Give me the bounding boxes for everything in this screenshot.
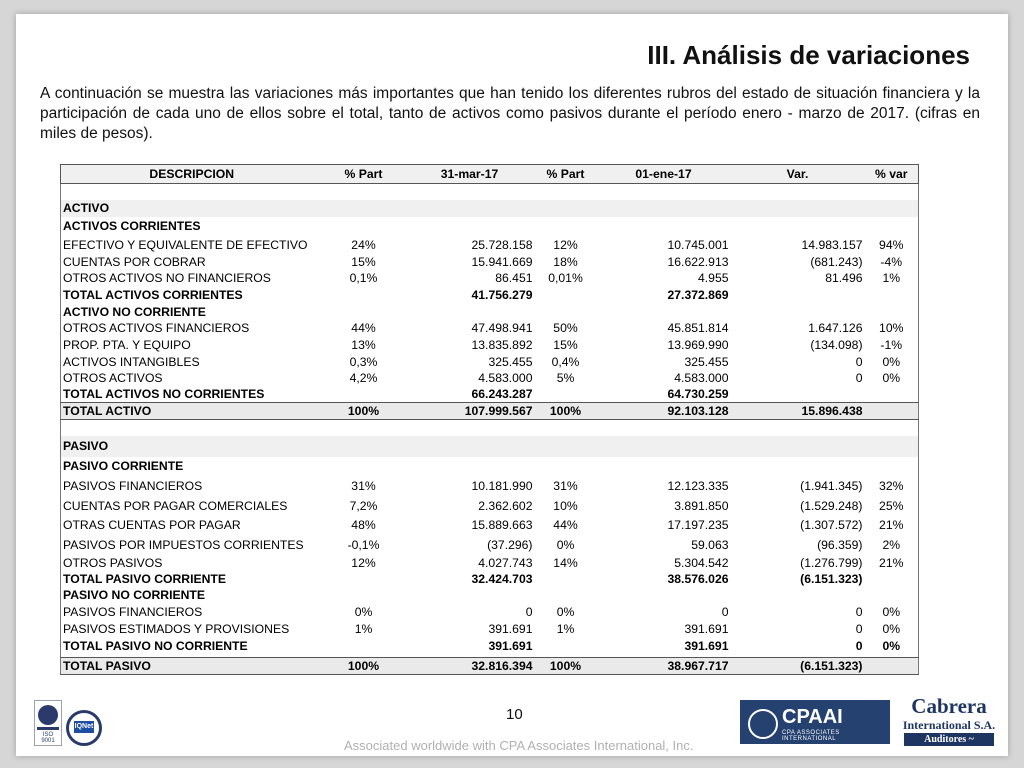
cell-description: PASIVOS POR IMPUESTOS CORRIENTES [63,537,304,552]
cell-pct-var: 0% [882,354,901,369]
cell-variation [731,457,865,476]
cell-value-31-mar-17: 32.424.703 [471,571,533,586]
cell-pct-var: 0% [882,371,901,385]
cell-variation: (1.307.572) [800,518,863,532]
cell-value-31-mar-17: 86.451 [495,271,533,285]
cell-value-31-mar-17: 15.889.663 [471,518,533,532]
page-number: 10 [506,706,523,723]
cell-value-31-mar-17 [405,587,535,604]
cell-variation: 0 [855,605,863,619]
table-row [61,604,919,621]
variations-table [60,164,919,675]
cell-description: TOTAL PASIVO CORRIENTE [63,571,226,586]
cpaai-logo-name: CPAAI [782,706,843,728]
table-row [61,658,919,675]
cell-value-01-ene-17: 5.304.542 [674,555,729,570]
table-header-row [61,165,919,184]
cell-pct-var: 0% [882,638,901,653]
cell-part-ene: 1% [556,622,575,636]
cell-value-01-ene-17: 59.063 [691,537,729,552]
cell-variation [731,200,865,217]
cell-value-31-mar-17: 41.756.279 [471,288,533,302]
cell-part-ene [535,587,597,604]
table-row [61,200,919,217]
cell-part-ene: 31% [553,478,578,493]
cell-part-ene: 18% [553,254,578,269]
cell-part-ene [535,387,597,403]
cell-part-ene: 0% [556,537,575,552]
iso-certification-logo [34,700,62,746]
cell-variation: (6.151.323) [731,658,865,675]
cell-part-mar: 7,2% [349,498,378,513]
cell-value-01-ene-17: 38.576.026 [667,571,729,586]
header-01-ene-17: 01-ene-17 [597,165,731,184]
header-var: Var. [731,165,865,184]
cell-value-01-ene-17 [597,420,731,436]
cell-value-31-mar-17 [405,436,535,457]
cell-description: CUENTAS POR PAGAR COMERCIALES [63,498,288,513]
cell-part-mar [323,304,405,320]
cpaai-logo [740,700,890,744]
cell-value-01-ene-17: 0 [721,605,729,619]
cell-value-31-mar-17: 10.181.990 [471,478,533,493]
cell-value-01-ene-17 [597,587,731,604]
cell-variation: (1.276.799) [800,555,863,570]
cell-value-01-ene-17: 325.455 [684,354,729,369]
cell-part-mar [323,217,405,236]
cell-value-01-ene-17: 17.197.235 [667,518,729,532]
cell-description: PASIVOS FINANCIEROS [63,478,203,493]
cell-part-ene: 50% [553,321,578,335]
cell-value-31-mar-17 [405,457,535,476]
cell-value-01-ene-17: 13.969.990 [667,338,729,352]
cell-pct-var [865,403,919,420]
cell-value-01-ene-17: 27.372.869 [667,288,729,302]
cell-value-31-mar-17: 66.243.287 [471,387,533,402]
cell-description: OTROS ACTIVOS FINANCIEROS [63,321,250,335]
slide-title: III. Análisis de variaciones [647,40,970,70]
table-row [61,516,919,535]
table-row [61,217,919,236]
table-row [61,287,919,304]
cell-part-ene: 100% [535,658,597,675]
cell-description: ACTIVOS CORRIENTES [63,219,201,233]
cell-part-mar: 0% [354,605,373,619]
cell-value-31-mar-17: 4.583.000 [478,371,533,385]
cell-description: PASIVO CORRIENTE [63,459,184,473]
cell-part-mar: 100% [323,403,405,420]
cell-description: OTROS PASIVOS [63,555,163,570]
cell-value-01-ene-17: 3.891.850 [674,498,729,513]
header-31-mar-17: 31-mar-17 [405,165,535,184]
table-row [61,337,919,354]
cell-part-mar: 100% [323,658,405,675]
cell-part-mar [323,571,405,587]
cell-pct-var: 2% [882,537,901,552]
cell-part-ene [535,217,597,236]
cell-description: PASIVO [61,436,323,457]
table-row [61,370,919,387]
cell-variation: (1.941.345) [800,478,863,493]
cell-value-01-ene-17: 10.745.001 [667,237,729,252]
cell-part-mar [323,287,405,304]
cell-value-31-mar-17: 0 [525,605,533,619]
cell-part-ene [535,571,597,587]
cell-description: PASIVOS ESTIMADOS Y PROVISIONES [63,622,290,636]
table-row [61,496,919,516]
cell-value-01-ene-17 [597,184,731,200]
cell-part-mar: 1% [354,622,373,636]
table-row [61,555,919,571]
cell-part-ene [535,287,597,304]
iso-logo-text: ISO 9001 [41,732,55,744]
cell-part-mar: 15% [351,254,376,269]
cell-pct-var [865,436,919,457]
cell-variation: 0 [855,638,863,653]
cell-value-01-ene-17: 38.967.717 [597,658,731,675]
cell-description: EFECTIVO Y EQUIVALENTE DE EFECTIVO [63,237,308,252]
table-row [61,457,919,476]
cell-part-mar [323,638,405,654]
cell-value-31-mar-17: 2.362.602 [478,498,533,513]
table-row [61,535,919,555]
cabrera-logo [900,694,998,758]
cabrera-logo-line3: Auditores ~ Consultores [904,733,994,746]
cell-description [61,420,323,436]
cell-part-mar [323,387,405,403]
cell-value-31-mar-17: 32.816.394 [405,658,535,675]
cell-value-31-mar-17: 13.835.892 [471,338,533,352]
cell-description: PROP. PTA. Y EQUIPO [63,338,191,352]
cell-description: TOTAL ACTIVO [61,403,323,420]
cell-pct-var [865,184,919,200]
iqnet-logo-text: IQNet [74,721,94,733]
cell-pct-var: 25% [879,498,904,513]
cell-part-ene [535,638,597,654]
cell-variation: 1.647.126 [808,321,863,335]
table-row [61,320,919,337]
cell-value-31-mar-17 [405,304,535,320]
table-row [61,587,919,604]
cell-pct-var: 0% [882,605,901,619]
cell-value-31-mar-17: 391.691 [488,638,533,653]
cell-value-01-ene-17 [597,436,731,457]
cell-variation [731,587,865,604]
cell-pct-var [865,420,919,436]
table-row [61,184,919,200]
cell-variation [731,304,865,320]
cell-variation [731,287,865,304]
cell-value-01-ene-17 [597,217,731,236]
cell-value-01-ene-17: 4.955 [698,271,729,285]
table-row [61,254,919,270]
cell-variation: (681.243) [810,254,863,269]
cell-part-mar: 48% [351,518,376,532]
table-row [61,420,919,436]
cell-part-ene: 5% [556,371,575,385]
cell-part-ene [535,420,597,436]
cell-description: TOTAL ACTIVOS NO CORRIENTES [63,387,265,402]
cell-pct-var: 1% [882,271,901,285]
cell-part-mar: 44% [351,321,376,335]
cell-pct-var [865,658,919,675]
table-row [61,571,919,587]
iqnet-logo [66,710,102,746]
cell-part-ene [535,457,597,476]
cell-part-mar [323,457,405,476]
header-pct-var: % var [865,165,919,184]
cell-description: PASIVOS FINANCIEROS [63,605,203,619]
cell-pct-var [865,287,919,304]
table-row [61,354,919,370]
cell-description: ACTIVO [61,200,323,217]
cell-description: OTRAS CUENTAS POR PAGAR [63,518,241,532]
cell-variation: 14.983.157 [801,237,863,252]
cell-part-ene: 0% [556,605,575,619]
cell-pct-var [865,217,919,236]
table-row [61,403,919,420]
cell-value-01-ene-17: 12.123.335 [667,478,729,493]
cell-value-01-ene-17: 45.851.814 [667,321,729,335]
cell-part-mar: 4,2% [349,371,378,385]
cell-part-mar: 0,1% [349,271,378,285]
table-row [61,476,919,496]
cell-part-ene: 0,01% [548,271,583,285]
cell-part-ene [535,184,597,200]
cell-variation: (134.098) [810,338,863,352]
cell-value-01-ene-17: 4.583.000 [674,371,729,385]
intro-paragraph: A continuación se muestra las variaciones más importantes que han tenido los diferentes rubros del estado de situación financiera y la participación de cada uno de ellos sobre el total, tanto de activos como pasivos durante el período enero - marzo de 2017. (cifras en miles de pesos). [40,85,980,142]
cell-description: ACTIVOS INTANGIBLES [63,354,200,369]
table-row [61,387,919,403]
cell-value-31-mar-17: 107.999.567 [405,403,535,420]
cell-value-01-ene-17 [597,304,731,320]
cell-pct-var: 32% [879,478,904,493]
cell-part-ene [535,200,597,217]
cell-value-31-mar-17: 325.455 [488,354,533,369]
cell-value-31-mar-17: 25.728.158 [471,237,533,252]
cell-variation [731,436,865,457]
cell-part-ene: 14% [553,555,578,570]
footer-text: Associated worldwide with CPA Associates International, Inc. [344,738,694,753]
cell-value-31-mar-17: 4.027.743 [478,555,533,570]
cell-part-ene: 10% [553,498,578,513]
cell-part-mar [323,420,405,436]
cell-pct-var: 0% [882,622,901,636]
cell-pct-var: 21% [879,555,904,570]
cell-value-31-mar-17: 15.941.669 [471,254,533,269]
cell-description: ACTIVO NO CORRIENTE [63,304,206,319]
cell-value-31-mar-17 [405,184,535,200]
cell-value-01-ene-17: 391.691 [684,638,729,653]
cell-part-mar: 24% [351,237,376,252]
cell-part-ene [535,304,597,320]
cell-pct-var: -1% [880,338,903,352]
cell-pct-var: 10% [879,321,904,335]
cell-value-31-mar-17: 391.691 [488,622,533,636]
slide [16,14,1008,756]
cabrera-logo-line2: International S.A. [902,718,996,732]
cell-variation: 0 [855,354,863,369]
cell-value-01-ene-17: 92.103.128 [597,403,731,420]
cell-variation [731,420,865,436]
cell-part-ene: 15% [553,338,578,352]
table-row [61,236,919,254]
cell-description: TOTAL PASIVO [61,658,323,675]
cell-part-mar: 31% [351,478,376,493]
cell-part-mar: 0,3% [349,354,378,369]
cell-pct-var: 94% [879,237,904,252]
cell-pct-var [865,571,919,587]
cell-variation: 0 [855,371,863,385]
cell-part-ene: 44% [553,518,578,532]
cell-description: OTROS ACTIVOS [63,371,163,385]
cell-value-31-mar-17 [405,420,535,436]
cell-part-ene: 0,4% [551,354,580,369]
cell-value-01-ene-17: 16.622.913 [667,254,729,269]
cell-description: OTROS ACTIVOS NO FINANCIEROS [63,271,271,285]
cell-part-ene [535,436,597,457]
cabrera-logo-line1: Cabrera [911,694,987,718]
cell-variation [731,184,865,200]
cell-value-31-mar-17 [405,200,535,217]
cell-part-mar: -0,1% [347,537,380,552]
cell-pct-var [865,587,919,604]
iso-seal-icon [38,705,58,725]
cell-description: TOTAL ACTIVOS CORRIENTES [63,288,243,302]
cell-part-ene: 100% [535,403,597,420]
cell-variation: (6.151.323) [800,571,863,586]
cell-variation: (1.529.248) [800,498,863,513]
cell-part-mar [323,184,405,200]
globe-icon [748,709,778,739]
table-row [61,304,919,320]
cell-variation [731,387,865,403]
cell-value-01-ene-17 [597,457,731,476]
cell-description [61,184,323,200]
cell-value-31-mar-17: 47.498.941 [471,321,533,335]
cell-value-31-mar-17 [405,217,535,236]
cell-pct-var [865,200,919,217]
cell-pct-var: 21% [879,518,904,532]
cell-part-mar: 13% [351,338,376,352]
cell-part-mar [323,587,405,604]
cell-variation: (96.359) [817,537,863,552]
cell-pct-var: -4% [880,254,903,269]
cell-part-mar [323,200,405,217]
cell-part-ene: 12% [553,237,578,252]
header-part-mar: % Part [323,165,405,184]
table-row [61,621,919,638]
cell-value-01-ene-17: 391.691 [684,622,729,636]
cell-variation: 15.896.438 [731,403,865,420]
cell-description: PASIVO NO CORRIENTE [63,588,205,602]
cell-value-01-ene-17 [597,200,731,217]
cpaai-logo-subtitle: CPA ASSOCIATES INTERNATIONAL [782,730,840,742]
cell-description: CUENTAS POR COBRAR [63,254,206,269]
table-body [61,184,919,675]
header-part-ene: % Part [535,165,597,184]
table-row [61,270,919,287]
table-row [61,638,919,654]
cell-part-mar: 12% [351,555,376,570]
cell-description: TOTAL PASIVO NO CORRIENTE [63,638,248,653]
header-descripcion: DESCRIPCION [61,165,323,184]
cell-value-01-ene-17: 64.730.259 [667,387,729,402]
cell-variation: 81.496 [825,271,863,285]
table-row [61,436,919,457]
cell-pct-var [865,457,919,476]
cell-pct-var [865,304,919,320]
cell-pct-var [865,387,919,403]
cell-part-mar [323,436,405,457]
cell-value-31-mar-17: (37.296) [487,537,533,552]
cell-variation [731,217,865,236]
cell-variation: 0 [855,622,863,636]
